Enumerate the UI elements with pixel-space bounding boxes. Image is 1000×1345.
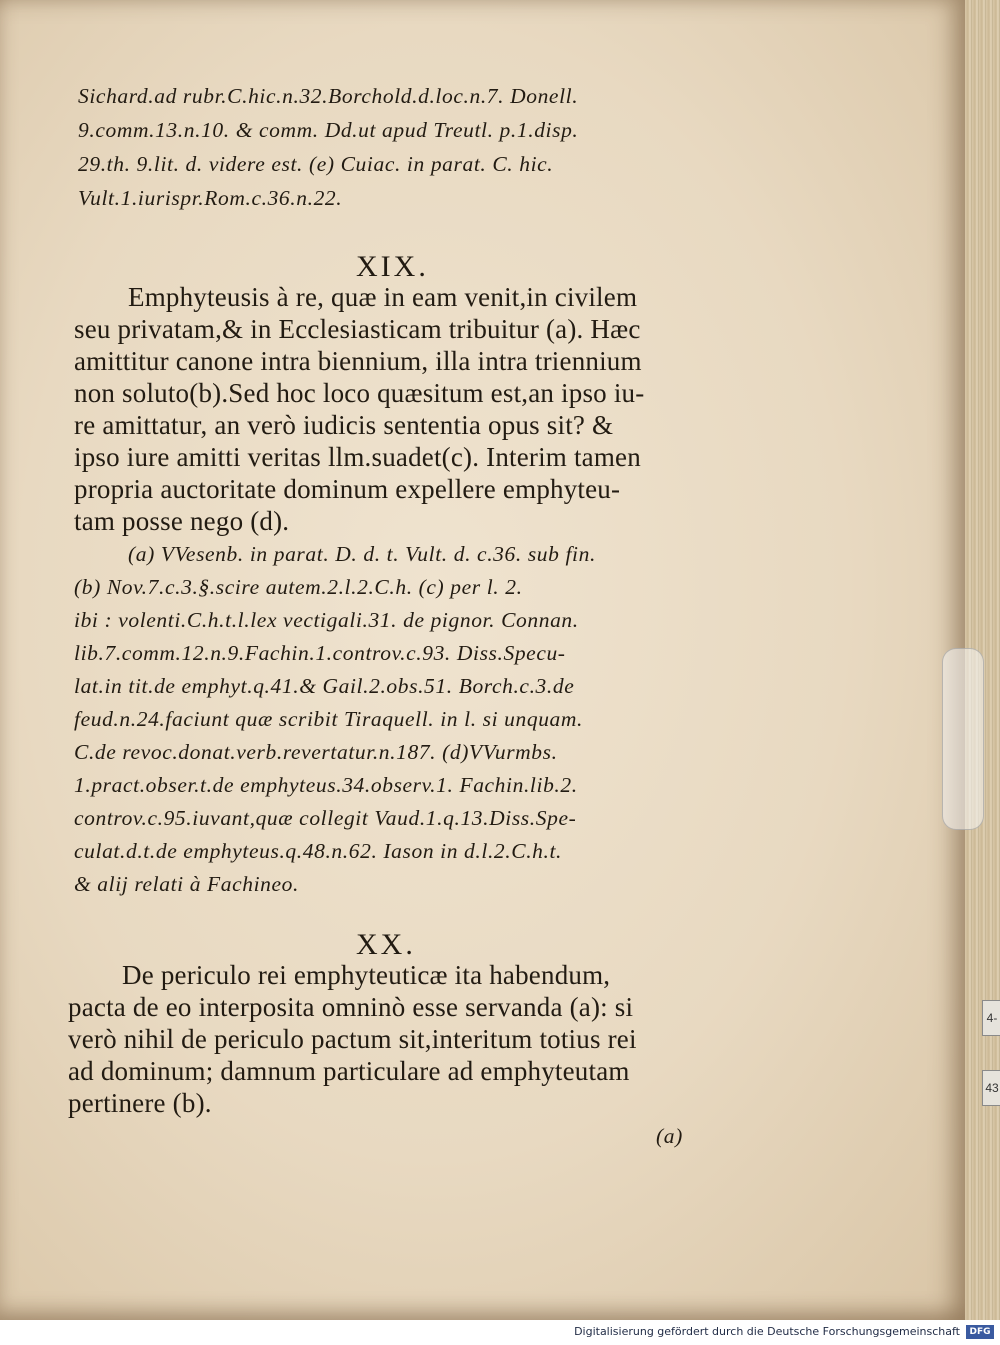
paragraph-line: amittitur canone intra biennium, illa intra triennium: [74, 346, 642, 376]
note-line: Vult.1.iurispr.Rom.c.36.n.22.: [78, 186, 343, 210]
paragraph-line: pacta de eo interposita omninò esse servanda (a): si: [68, 992, 634, 1022]
note-line: (b) Nov.7.c.3.§.scire autem.2.l.2.C.h. (c) per l. 2.: [74, 575, 523, 599]
note-line: lib.7.comm.12.n.9.Fachin.1.controv.c.93. Diss.Specu-: [74, 641, 566, 665]
dfg-logo: DFG: [966, 1325, 994, 1339]
paragraph-line: ad dominum; damnum particulare ad emphyteutam: [68, 1056, 630, 1086]
note-line: (a) VVesenb. in parat. D. d. t. Vult. d. c.36. sub fin.: [128, 542, 596, 566]
section-heading-20: XX.: [356, 928, 416, 961]
catchword: (a): [656, 1124, 683, 1148]
paragraph-line: De periculo rei emphyteuticæ ita habendum,: [122, 960, 611, 990]
footer-bar: [0, 1320, 1000, 1345]
note-line: 29.th. 9.lit. d. videre est. (e) Cuiac. in parat. C. hic.: [78, 152, 554, 176]
note-line: Sichard.ad rubr.C.hic.n.32.Borchold.d.loc.n.7. Donell.: [78, 84, 579, 108]
note-line: 9.comm.13.n.10. & comm. Dd.ut apud Treutl. p.1.disp.: [78, 118, 579, 142]
paragraph-line: verò nihil de periculo pactum sit,interitum totius rei: [68, 1024, 637, 1054]
paragraph-line: non soluto(b).Sed hoc loco quæsitum est,an ipso iu-: [74, 378, 645, 408]
paragraph-line: pertinere (b).: [68, 1088, 212, 1118]
note-line: 1.pract.obser.t.de emphyteus.34.observ.1. Fachin.lib.2.: [74, 773, 578, 797]
paragraph-line: propria auctoritate dominum expellere emphyteu-: [74, 474, 621, 504]
note-line: & alij relati à Fachineo.: [74, 872, 299, 896]
edge-marker: 43: [982, 1070, 1000, 1106]
funding-credit: Digitalisierung gefördert durch die Deutsche Forschungsgemeinschaft: [574, 1325, 960, 1338]
note-line: feud.n.24.faciunt quæ scribit Tiraquell. in l. si unquam.: [74, 707, 584, 731]
paragraph-line: re amittatur, an verò iudicis sententia opus sit? &: [74, 410, 614, 440]
section-heading-19: XIX.: [356, 250, 429, 283]
note-line: ibi : volenti.C.h.t.l.lex vectigali.31. de pignor. Connan.: [74, 608, 579, 632]
edge-marker: 4-: [982, 1000, 1000, 1036]
paragraph-line: ipso iure amitti veritas llm.suadet(c). Interim tamen: [74, 442, 641, 472]
note-line: controv.c.95.iuvant,quæ collegit Vaud.1.q.13.Diss.Spe-: [74, 806, 577, 830]
note-line: culat.d.t.de emphyteus.q.48.n.62. Iason in d.l.2.C.h.t.: [74, 839, 563, 863]
paragraph-line: seu privatam,& in Ecclesiasticam tribuitur (a). Hæc: [74, 314, 641, 344]
paragraph-line: Emphyteusis à re, quæ in eam venit,in civilem: [128, 282, 638, 312]
page-clip-tab: [942, 648, 984, 830]
note-line: C.de revoc.donat.verb.revertatur.n.187. (d)VVurmbs.: [74, 740, 558, 764]
paragraph-line: tam posse nego (d).: [74, 506, 290, 536]
note-line: lat.in tit.de emphyt.q.41.& Gail.2.obs.51. Borch.c.3.de: [74, 674, 575, 698]
